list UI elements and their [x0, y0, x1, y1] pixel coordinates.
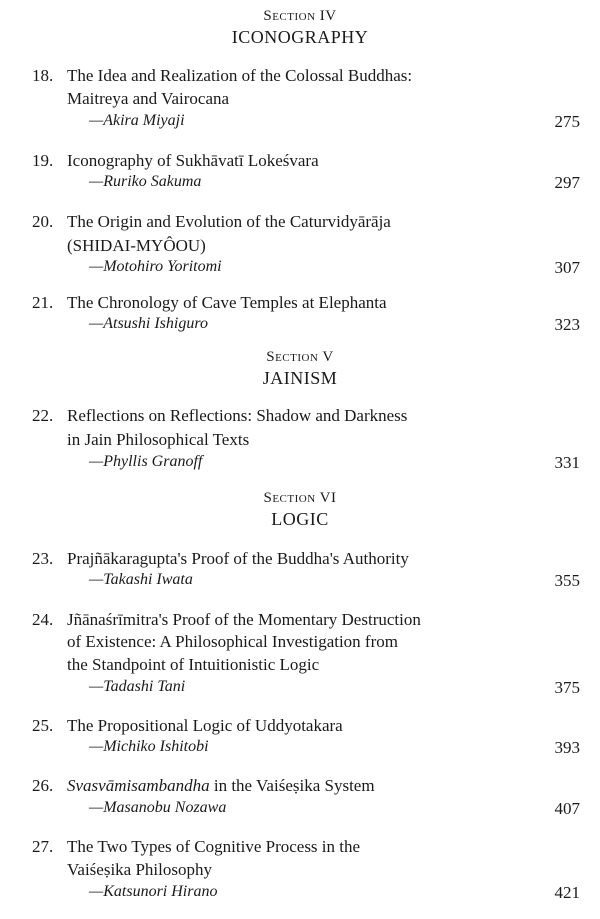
section-label: Section V [266, 349, 334, 365]
entry-page-number: 307 [554, 258, 580, 277]
entry-page-number: 275 [554, 112, 580, 131]
entry-title-line: the Standpoint of Intuitionistic Logic [67, 655, 320, 674]
entry-title-line: The Propositional Logic of Uddyotakara [67, 716, 343, 735]
section-header [0, 490, 600, 530]
entry-page-number: 375 [554, 678, 580, 697]
section-title: ICONOGRAPHY [231, 27, 369, 47]
section-header [0, 349, 600, 389]
section-title: LOGIC [271, 509, 329, 529]
entry-title-line: Vaiśeṣika Philosophy [67, 860, 212, 879]
entry-title-line: in Jain Philosophical Texts [67, 430, 250, 449]
section-title: JAINISM [262, 368, 338, 388]
entry-number: 23. [32, 549, 54, 568]
entry-title-line [67, 776, 375, 796]
entry-author: —Atsushi Ishiguro [89, 315, 208, 332]
entry-author: —Motohiro Yoritomi [89, 258, 222, 275]
entry-number: 24. [32, 610, 54, 629]
entry-number: 22. [32, 406, 54, 425]
entry-title-line: The Two Types of Cognitive Process in the [67, 837, 361, 856]
entry-author: —Masanobu Nozawa [89, 799, 227, 816]
entry-title-line: Reflections on Reflections: Shadow and Darkness [67, 406, 408, 425]
section-label: Section IV [263, 8, 337, 24]
entry-author: —Ruriko Sakuma [89, 173, 202, 190]
entry-number: 19. [32, 151, 54, 170]
entry-number: 25. [32, 716, 54, 735]
entry-author: —Phyllis Granoff [89, 453, 203, 470]
entry-page-number: 407 [554, 799, 580, 818]
entry-page-number: 393 [554, 738, 580, 757]
entry-title-line: Jñānaśrīmitra's Proof of the Momentary Destruction [67, 610, 421, 629]
entry-title-line: Maitreya and Vairocana [67, 89, 230, 108]
entry-author: —Katsunori Hirano [89, 883, 218, 900]
entry-page-number: 297 [554, 173, 580, 192]
entry-page-number: 323 [554, 315, 580, 334]
entry-title-line: The Idea and Realization of the Colossal Buddhas: [67, 66, 413, 85]
entry-number: 26. [32, 776, 54, 795]
entry-title-line: Prajñākaragupta's Proof of the Buddha's Authority [67, 549, 409, 568]
entry-title-term: Svasvāmisambandha [67, 776, 210, 795]
entry-title-line: (SHIDAI-MYÔOU) [67, 236, 206, 255]
entry-author: —Akira Miyaji [89, 112, 185, 129]
entry-number: 18. [32, 66, 54, 85]
entry-number: 27. [32, 837, 54, 856]
entry-number: 20. [32, 212, 54, 231]
entry-page-number: 331 [554, 453, 580, 472]
entry-page-number: 355 [554, 571, 580, 590]
entry-page-number: 421 [554, 883, 580, 902]
entry-title-line: of Existence: A Philosophical Investigation from [67, 632, 398, 651]
entry-author: —Tadashi Tani [89, 678, 186, 695]
section-header [0, 8, 600, 48]
entry-title-line: Iconography of Sukhāvatī Lokeśvara [67, 151, 319, 170]
entry-title-line: The Origin and Evolution of the Caturvidyārāja [67, 212, 391, 231]
section-label: Section VI [263, 490, 337, 506]
entry-title-rest: in the Vaiśeṣika System [209, 776, 375, 795]
entry-author: —Takashi Iwata [89, 571, 193, 588]
entry-title-line: The Chronology of Cave Temples at Elephanta [67, 293, 387, 312]
entry-number: 21. [32, 293, 54, 312]
entry-author: —Michiko Ishitobi [89, 738, 209, 755]
